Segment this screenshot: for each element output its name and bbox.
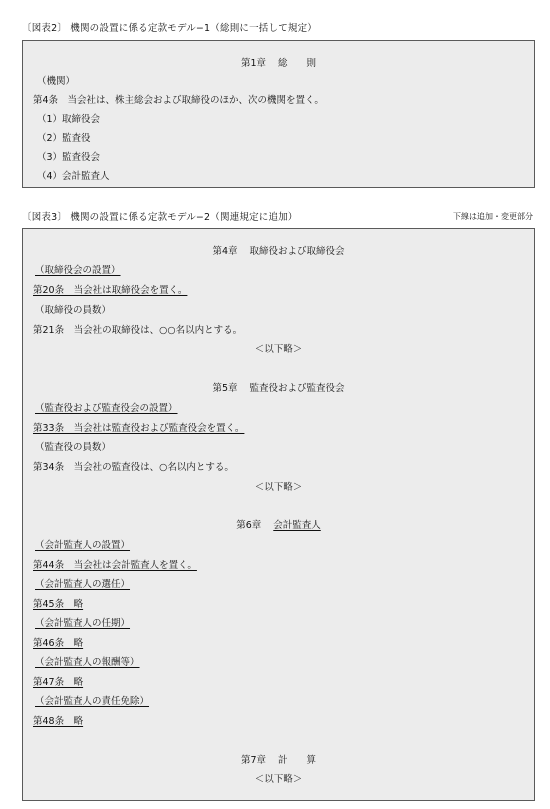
list-item: （4）会計監査人 — [37, 171, 110, 182]
article-heading: （監査役の員数） — [35, 442, 112, 453]
figure2-caption: 〔図表2〕 機関の設置に係る定款モデル−1（総則に一括して規定） — [22, 23, 317, 34]
article-text: 第4条 当会社は、株主総会および取締役のほか、次の機関を置く。 — [33, 95, 324, 106]
chapter-title: 総 則 — [278, 58, 317, 69]
figure3-caption: 〔図表3〕 機関の設置に係る定款モデル−2（関連規定に追加） — [22, 212, 298, 223]
figure2-box — [22, 40, 535, 188]
article-text: 第45条 略 — [33, 599, 84, 610]
chapter-title: 監査役および監査役会 — [249, 383, 345, 394]
omitted-marker: ＜以下略＞ — [254, 774, 303, 785]
omitted-marker: ＜以下略＞ — [254, 482, 303, 493]
article-text: 第47条 略 — [33, 677, 84, 688]
article-heading: （機関） — [37, 76, 76, 87]
article-text: 第20条 当会社は取締役会を置く。 — [33, 285, 188, 296]
chapter-5-heading — [23, 380, 534, 394]
list-item: （2）監査役 — [37, 133, 91, 144]
chapter-number: 第1章 — [240, 58, 267, 69]
article-text: 第34条 当会社の監査役は、○名以内とする。 — [33, 462, 234, 473]
article-heading: （取締役の員数） — [35, 305, 112, 316]
list-item: （3）監査役会 — [37, 152, 101, 163]
chapter-6-heading — [23, 517, 534, 531]
figure3-box — [22, 228, 535, 801]
article-text: 第33条 当会社は監査役および監査役会を置く。 — [33, 423, 245, 434]
article-heading: （会計監査人の選任） — [35, 579, 131, 590]
article-heading: （監査役および監査役会の設置） — [35, 403, 178, 414]
chapter-1-heading — [23, 55, 534, 69]
article-heading: （会計監査人の報酬等） — [35, 657, 140, 668]
chapter-title: 計 算 — [278, 755, 317, 766]
article-heading: （会計監査人の設置） — [35, 540, 131, 551]
chapter-7-heading — [23, 752, 534, 766]
article-text: 第48条 略 — [33, 716, 84, 727]
chapter-4-heading — [23, 243, 534, 257]
chapter-number: 第7章 — [240, 755, 267, 766]
article-text: 第21条 当会社の取締役は、○○名以内とする。 — [33, 325, 243, 336]
underline-note: 下線は追加・変更部分 — [453, 212, 533, 221]
article-text: 第46条 略 — [33, 638, 84, 649]
chapter-title: 取締役および取締役会 — [249, 246, 345, 257]
article-text: 第44条 当会社は会計監査人を置く。 — [33, 560, 197, 571]
omitted-marker: ＜以下略＞ — [254, 344, 303, 355]
list-item: （1）取締役会 — [37, 114, 101, 125]
chapter-number: 第5章 — [212, 383, 238, 394]
chapter-title: 会計監査人 — [273, 520, 321, 531]
article-heading: （会計監査人の責任免除） — [35, 696, 150, 707]
chapter-number: 第4章 — [212, 246, 238, 257]
chapter-number: 第6章 — [236, 520, 262, 531]
article-heading: （取締役会の設置） — [35, 265, 121, 276]
article-heading: （会計監査人の任期） — [35, 618, 131, 629]
